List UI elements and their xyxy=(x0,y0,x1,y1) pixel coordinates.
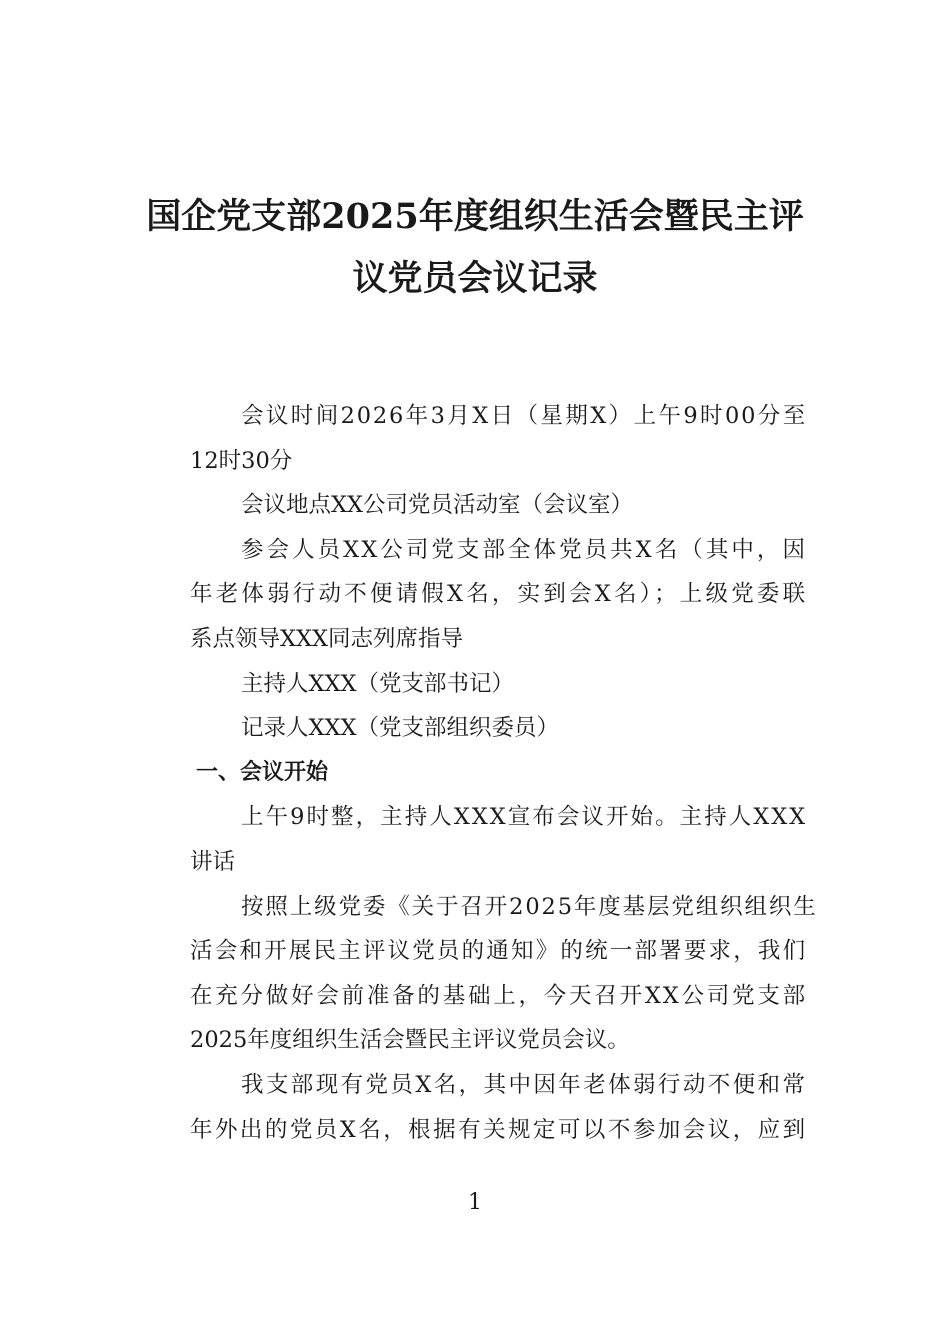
members-line-2: 年外出的党员X名，根据有关规定可以不参加会议，应到 xyxy=(190,1116,807,1143)
opening-line-2: 讲话 xyxy=(190,848,236,875)
attendees-line-3: 系点领导XXX同志列席指导 xyxy=(190,625,464,652)
members-paragraph xyxy=(145,1063,807,1152)
notice-line-3: 在充分做好会前准备的基础上，今天召开XX公司党支部 xyxy=(190,982,807,1009)
opening-line-1: 上午9时整，主持人XXX宣布会议开始。主持人XXX xyxy=(241,804,807,831)
page-number: 1 xyxy=(468,1190,482,1215)
recorder-paragraph xyxy=(145,706,807,751)
meeting-time-line-2: 12时30分 xyxy=(190,447,293,474)
notice-line-2: 活会和开展民主评议党员的通知》的统一部署要求，我们 xyxy=(190,938,807,965)
attendees-line-1: 参会人员XX公司党支部全体党员共X名（其中，因 xyxy=(241,536,807,563)
attendees-paragraph xyxy=(145,528,807,662)
members-line-1: 我支部现有党员X名，其中因年老体弱行动不便和常 xyxy=(241,1071,807,1098)
meeting-time-paragraph xyxy=(145,394,807,483)
meeting-time-line-1: 会议时间2026年3月X日（星期X）上午9时00分至 xyxy=(241,403,807,429)
document-title xyxy=(145,186,805,310)
recorder-line: 记录人XXX（党支部组织委员） xyxy=(241,715,560,742)
meeting-place-line: 会议地点XX公司党员活动室（会议室） xyxy=(241,492,634,519)
host-paragraph xyxy=(145,662,807,707)
notice-paragraph xyxy=(145,885,818,1063)
notice-line-4: 2025年度组织生活会暨民主评议党员会议。 xyxy=(190,1027,630,1054)
section-heading-meeting-start: 一、会议开始 xyxy=(196,759,329,785)
document-body xyxy=(145,394,818,1152)
opening-paragraph xyxy=(145,795,807,884)
title-line-2: 议党员会议记录 xyxy=(352,258,598,299)
attendees-line-2: 年老体弱行动不便请假X名，实到会X名）；上级党委联 xyxy=(190,581,807,608)
title-line-1: 国企党支部2025年度组织生活会暨民主评 xyxy=(146,196,804,237)
notice-line-1: 按照上级党委《关于召开2025年度基层党组织组织生 xyxy=(241,893,818,920)
meeting-place-paragraph xyxy=(145,483,807,528)
host-line: 主持人XXX（党支部书记） xyxy=(241,670,515,697)
